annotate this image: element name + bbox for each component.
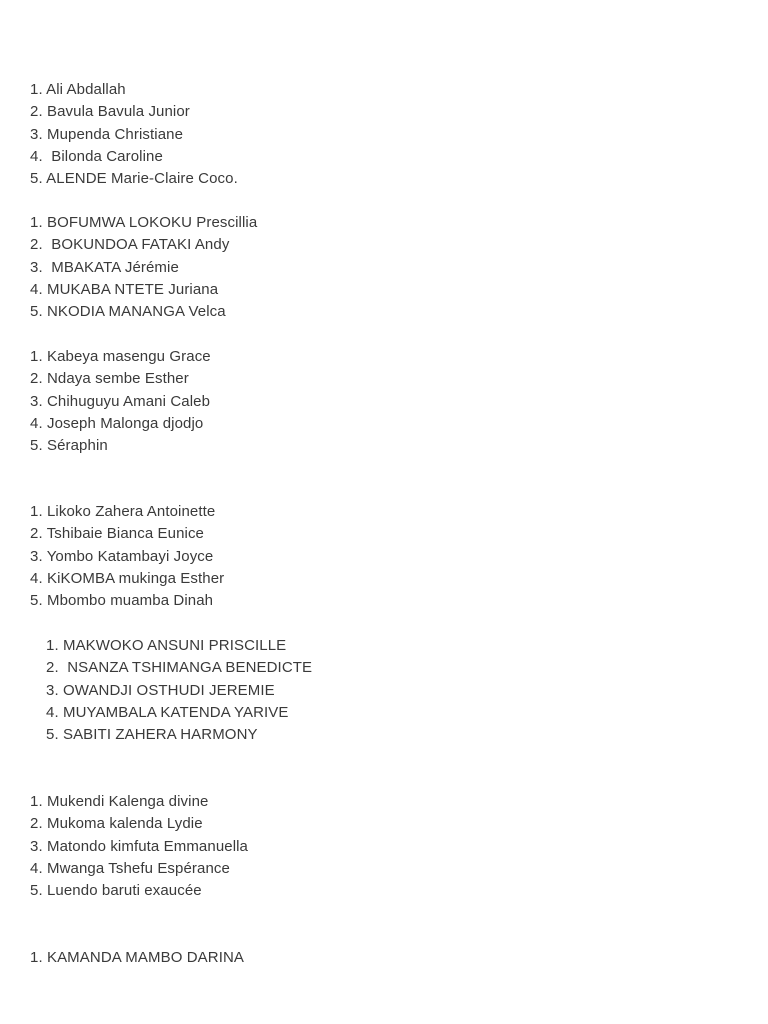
list-item: 5. Mbombo muamba Dinah — [30, 592, 214, 610]
list-item: 5. ALENDE Marie-Claire Coco. — [30, 170, 238, 188]
list-item: 2. BOKUNDOA FATAKI Andy — [30, 236, 230, 254]
list-item: 4. Joseph Malonga djodjo — [30, 414, 204, 432]
name-list-group-2 — [30, 212, 257, 323]
list-item: 4. MUYAMBALA KATENDA YARIVE — [46, 703, 289, 721]
list-item: 1. Mukendi Kalenga divine — [30, 793, 209, 810]
list-item: 3. Mupenda Christiane — [30, 125, 184, 143]
list-item: 4. MUKABA NTETE Juriana — [30, 280, 219, 298]
name-list-group-7 — [30, 947, 244, 969]
name-list-group-6 — [30, 791, 248, 902]
list-item: 1. KAMANDA MAMBO DARINA — [30, 949, 245, 966]
list-item: 1. BOFUMWA LOKOKU Prescillia — [30, 214, 258, 231]
list-item: 4. Bilonda Caroline — [30, 147, 163, 165]
list-item: 2. Mukoma kalenda Lydie — [30, 815, 203, 833]
list-item: 2. Ndaya sembe Esther — [30, 370, 189, 388]
list-item: 3. Matondo kimfuta Emmanuella — [30, 837, 249, 855]
list-item: 4. Mwanga Tshefu Espérance — [30, 859, 230, 877]
list-item: 1. Likoko Zahera Antoinette — [30, 503, 216, 520]
list-item: 3. Chihuguyu Amani Caleb — [30, 392, 211, 410]
list-item: 2. NSANZA TSHIMANGA BENEDICTE — [46, 659, 313, 677]
list-item: 1. Kabeya masengu Grace — [30, 348, 211, 365]
list-item: 5. SABITI ZAHERA HARMONY — [46, 726, 258, 744]
name-list-group-4 — [30, 501, 224, 612]
list-item: 5. Luendo baruti exaucée — [30, 882, 202, 900]
list-item: 5. NKODIA MANANGA Velca — [30, 303, 226, 321]
list-item: 3. Yombo Katambayi Joyce — [30, 547, 214, 565]
name-list-group-1 — [30, 79, 238, 190]
name-list-group-3 — [30, 346, 211, 457]
list-item: 4. KiKOMBA mukinga Esther — [30, 569, 225, 587]
list-item: 5. Séraphin — [30, 437, 108, 455]
name-list-group-5 — [46, 635, 312, 746]
list-item: 1. MAKWOKO ANSUNI PRISCILLE — [46, 637, 287, 654]
list-item: 2. Bavula Bavula Junior — [30, 103, 190, 121]
list-item: 3. MBAKATA Jérémie — [30, 258, 179, 276]
list-item: 1. Ali Abdallah — [30, 81, 126, 98]
list-item: 3. OWANDJI OSTHUDI JEREMIE — [46, 681, 275, 699]
list-item: 2. Tshibaie Bianca Eunice — [30, 525, 205, 543]
